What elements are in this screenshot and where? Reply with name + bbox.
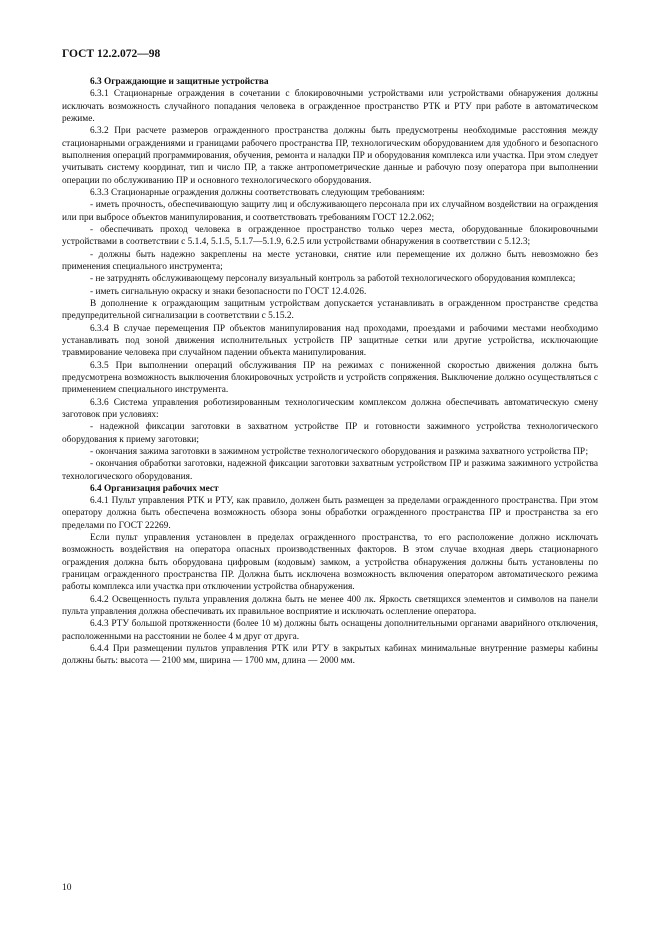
paragraph: 6.3.1 Стационарные ограждения в сочетании с блокировочными устройствами или устройствами обнаружения должны исключать возможность случайного попадания человека в огражденное пространство РТК и РТУ при работе в автоматическом режиме. (62, 89, 598, 124)
paragraph: 6.3.4 В случае перемещения ПР объектов манипулирования над проходами, проездами и рабочими местами необходимо устанавливать под зоной движения исполнительных устройств ПР защитные сетки или другие устройства, исключающие травмирование человека при случайном падении объекта манипулирования. (62, 323, 598, 359)
paragraph: 6.3.2 При расчете размеров огражденного пространства должны быть предусмотрены необходимые расстояния между стационарными ограждениями и границами рабочего пространства ПР, технологическим оборудованием для удобного и безопасного выполнения операций программирования, обучения, ремонта и наладки ПР и оборудования комплекса или участка. При этом следует учитывать систему координат, тип и число ПР, а также антропометрические данные и рабочую позу оператора при выполнении операции по обслуживанию ПР и основного технологического оборудования. (62, 126, 598, 186)
paragraph: 6.4.2 Освещенность пульта управления должна быть не менее 400 лк. Яркость светящихся элементов и символов на панели пульта управления должна обеспечивать их правильное восприятие и исключать ослепление оператора. (62, 594, 598, 618)
section-heading: 6.4 Организация рабочих мест (90, 483, 219, 494)
paragraph: 6.3.6 Система управления роботизированным технологическим комплексом должна обеспечивать автоматическую смену заготовок при условиях: (62, 397, 598, 420)
list-item: - должны быть надежно закреплены на месте установки, снятие или перемещение их должно быть невозможно без применения специального инструмента; (62, 249, 598, 272)
list-item: - не затруднять обслуживающему персоналу визуальный контроль за работой технологического оборудования комплекса; (90, 274, 576, 285)
page-number: 10 (62, 883, 72, 893)
list-item: - окончания обработки заготовки, надежной фиксации заготовки захватным устройством ПР и разжима зажимного устройства технологического оборудования. (62, 459, 598, 482)
paragraph: 6.4.3 РТУ большой протяженности (более 10 м) должны быть оснащены дополнительными органами аварийного отключения, расположенными на расстоянии не более 4 м друг от друга. (62, 619, 598, 642)
list-item: - иметь сигнальную окраску и знаки безопасности по ГОСТ 12.4.026. (90, 286, 367, 297)
paragraph: В дополнение к ограждающим защитным устройствам допускается устанавливать в огражденном пространстве средства предупредительной сигнализации в соответствии с 5.15.2. (62, 298, 598, 322)
paragraph: 6.3.5 При выполнении операций обслуживания ПР на режимах с пониженной скоростью движения должна быть предусмотрена возможность выключения блокировочных устройств и устройств сопряжения. Выключение должно осуществляться с применением специального инструмента. (62, 360, 598, 396)
list-item: - окончания зажима заготовки в зажимном устройстве технологического оборудования и разжима захватного устройства ПР; (90, 446, 589, 457)
list-item: - надежной фиксации заготовки в захватном устройстве ПР и готовности зажимного устройства технологического оборудования к приему заготовки; (62, 422, 598, 445)
list-item: - обеспечивать проход человека в огражденное пространство только через места, оборудованные блокировочными устройствами в соответствии с 5.1.4, 5.1.5, 5.1.7—5.1.9, 6.2.5 или устройствами обнаружения в соответствии с 5.12.3; (62, 224, 598, 248)
paragraph: 6.4.1 Пульт управления РТК и РТУ, как правило, должен быть размещен за пределами огражденного пространства. При этом оператору должна быть обеспечена возможность обзора зоны обработки огражденного пространства ПР и пространства за его пределами по ГОСТ 22269. (62, 496, 598, 531)
section-heading: 6.3 Ограждающие и защитные устройства (90, 77, 269, 87)
paragraph: 6.3.3 Стационарные ограждения должны соответствовать следующим требованиям: (90, 187, 425, 198)
paragraph: Если пульт управления установлен в пределах огражденного пространства, то его расположение должно исключать возможность воздействия на оператора опасных производственных факторов. В этом случае входная дверь стационарного ограждения должна быть оборудована цифровым (кодовым) замком, а устройства обнаружения должны быть установлены по границам огражденного пространства ПР. Должна быть исключена возможность включения оператором автоматического режима работы комплекса или участка при отключении устройства обнаружения. (62, 533, 598, 593)
paragraph: 6.4.4 При размещении пультов управления РТК или РТУ в закрытых кабинах минимальные внутренние размеры кабины должны быть: высота — 2100 мм, ширина — 1700 мм, длина — 2000 мм. (62, 644, 598, 667)
standard-header: ГОСТ 12.2.072—98 (62, 48, 161, 60)
list-item: - иметь прочность, обеспечивающую защиту лиц и обслуживающего персонала при их случайном воздействии на ограждения или при выбросе объектов манипулирования, и соответствовать требованиям ГОСТ 12.2.062; (62, 200, 598, 223)
body-text (62, 76, 598, 668)
